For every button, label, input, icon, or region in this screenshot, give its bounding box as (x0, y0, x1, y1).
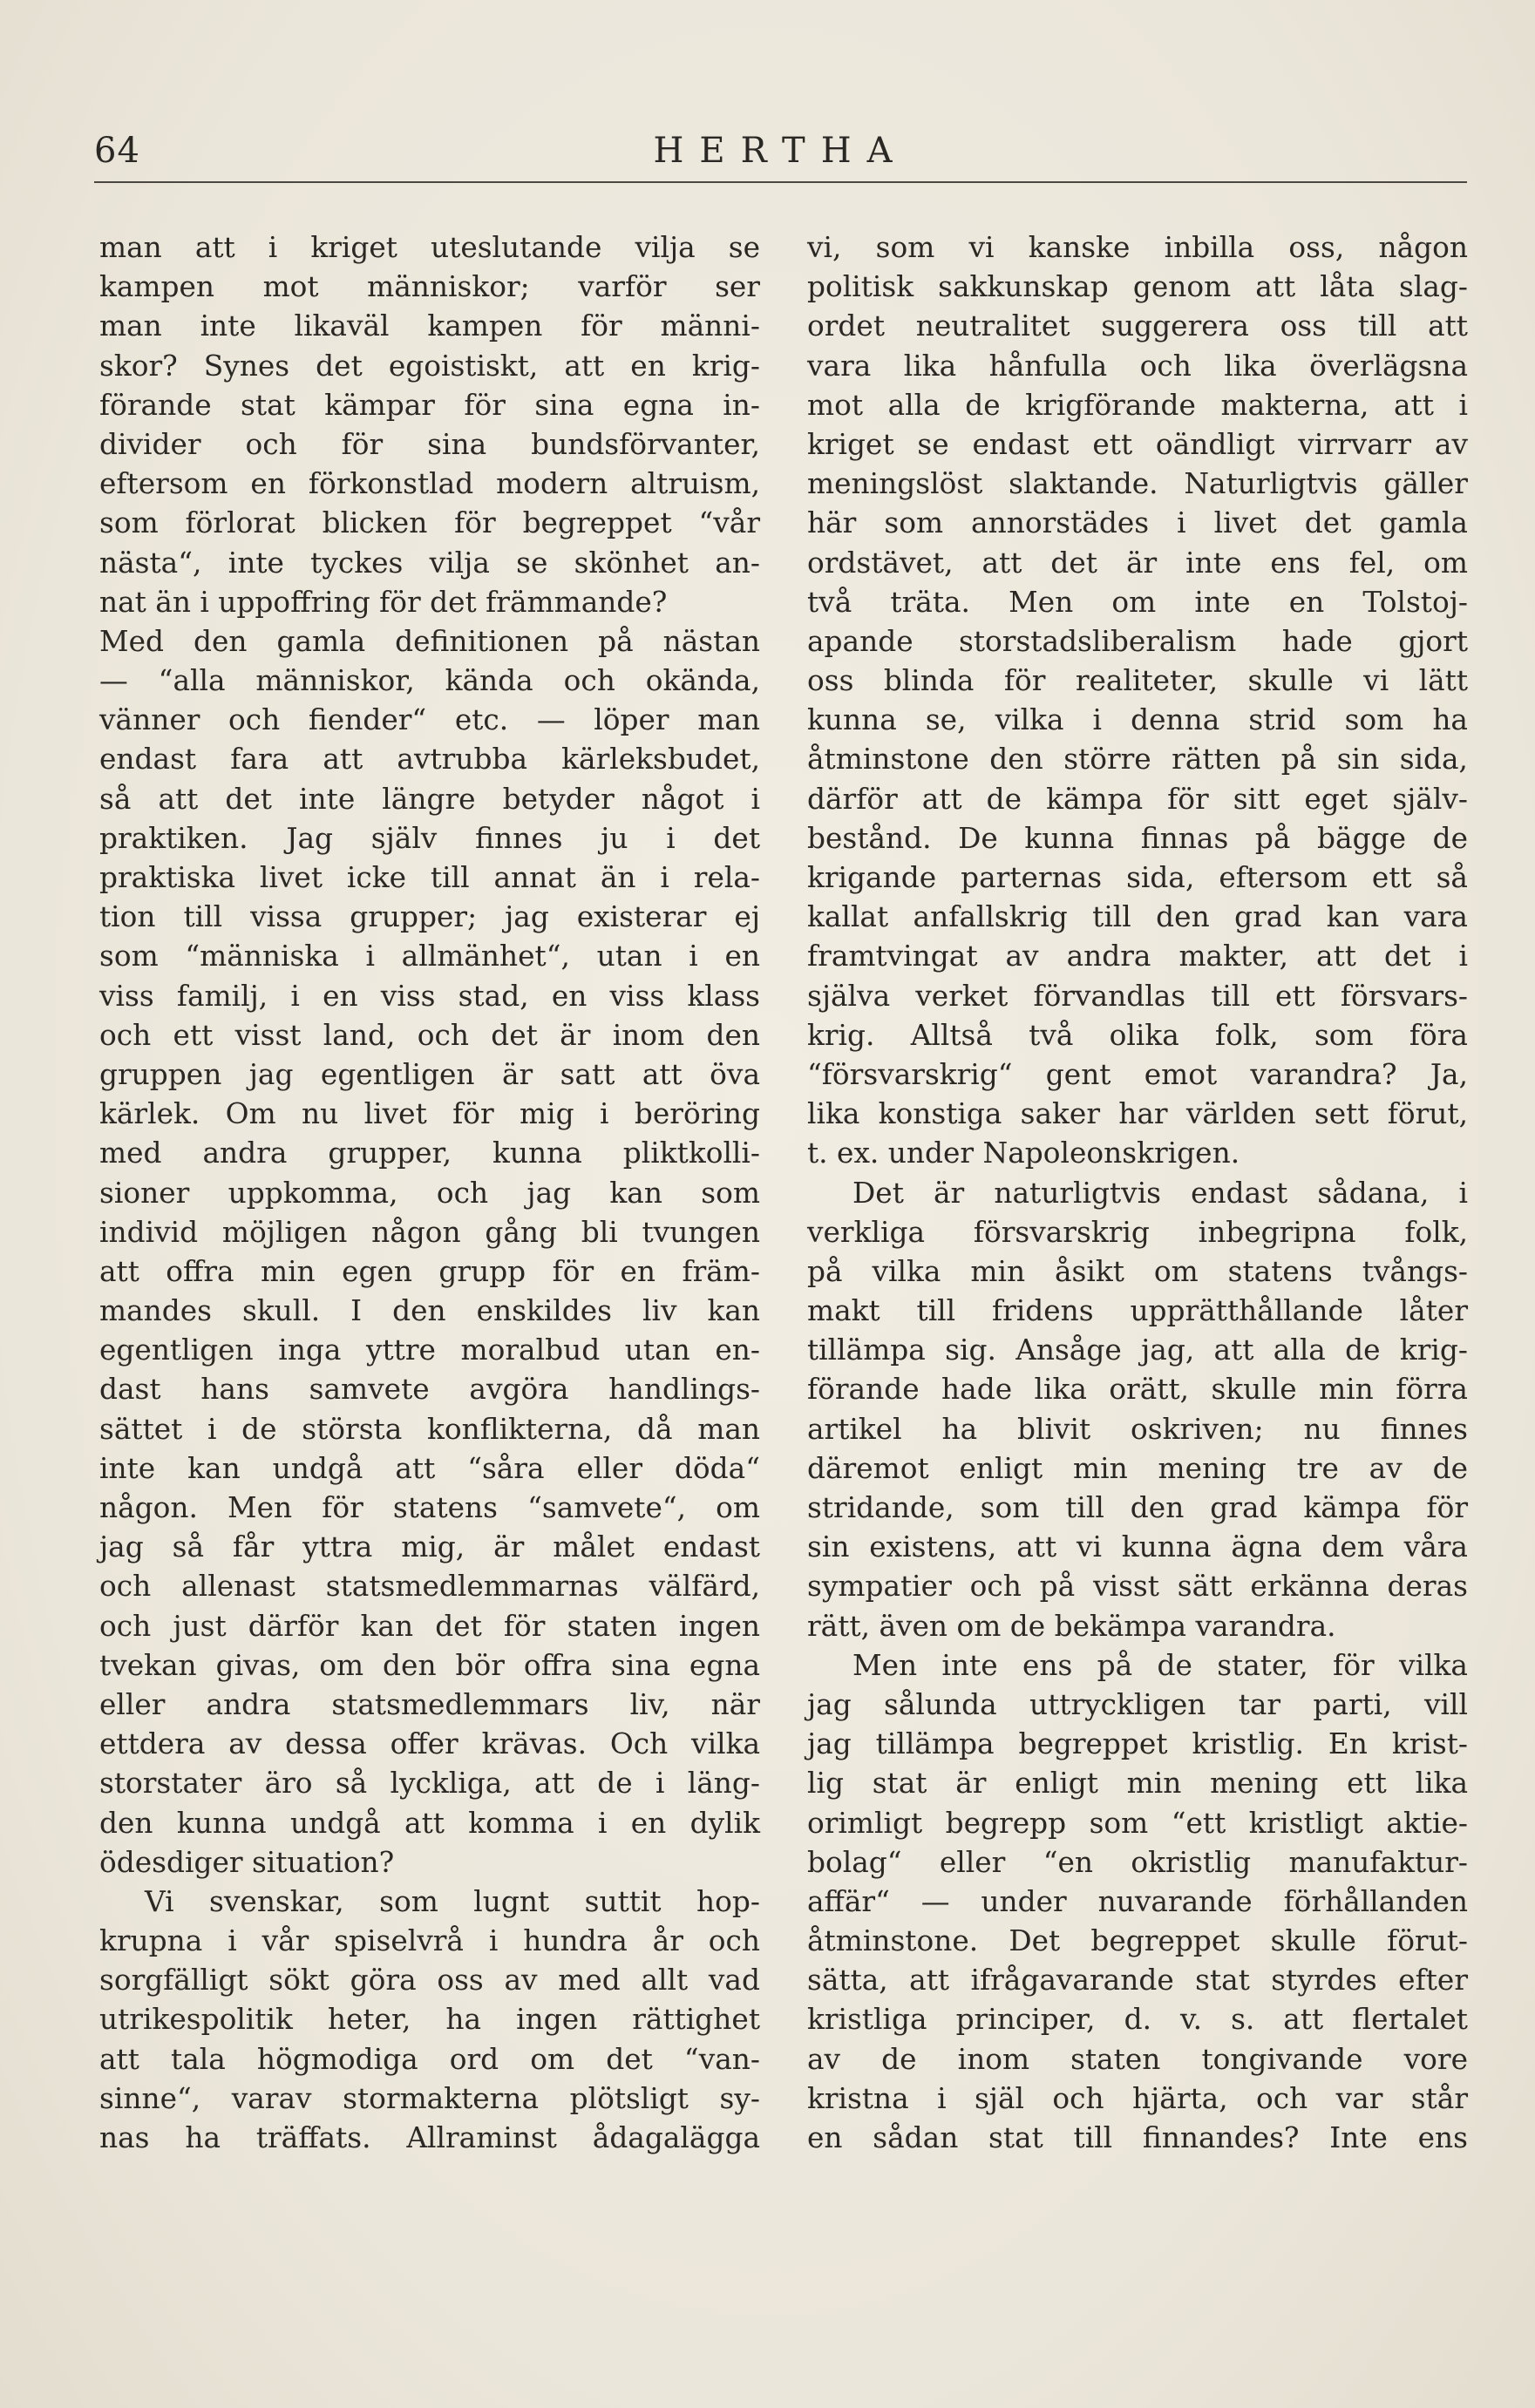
text-line: av de inom staten tongivande vore (807, 2042, 1468, 2076)
text-line: individ möjligen någon gång bli tvungen (99, 1215, 760, 1249)
text-line: krigande parternas sida, eftersom ett så (807, 861, 1468, 894)
text-line: sinne“, varav stormakterna plötsligt sy- (99, 2081, 760, 2115)
text-line: man inte likaväl kampen för männi- (99, 309, 760, 343)
text-line: två träta. Men om inte en Tolstoj- (807, 585, 1468, 619)
text-line: och allenast statsmedlemmarnas välfärd, (99, 1570, 760, 1604)
text-line: sättet i de största konflikterna, då man (99, 1412, 760, 1446)
text-line: åtminstone. Det begreppet skulle förut- (807, 1924, 1468, 1958)
text-line: kristliga principer, d. v. s. att flertalet (807, 2003, 1468, 2037)
text-line: t. ex. under Napoleonskrigen. (807, 1136, 1240, 1170)
text-line: krig. Alltså två olika folk, som föra (807, 1018, 1468, 1052)
text-line: eller andra statsmedlemmars liv, när (99, 1687, 760, 1721)
text-line: bolag“ eller “en okristlig manufaktur- (807, 1845, 1468, 1879)
text-line: meningslöst slaktande. Naturligtvis gäller (807, 467, 1468, 501)
text-line: lig stat är enligt min mening ett lika (807, 1767, 1468, 1801)
text-line: nat än i uppoffring för det främmande? (99, 585, 668, 619)
text-line: oss blinda för realiteter, skulle vi lätt (807, 664, 1468, 698)
right-column (807, 228, 1468, 2158)
text-line: apande storstadsliberalism hade gjort (807, 624, 1468, 658)
text-line: däremot enligt min mening tre av de (807, 1451, 1468, 1485)
text-line: nas ha träffats. Allraminst ådagalägga (99, 2121, 760, 2154)
text-line: verkliga försvarskrig inbegripna folk, (807, 1215, 1468, 1249)
text-line: orimligt begrepp som “ett kristligt aktie- (807, 1806, 1468, 1840)
text-line: mandes skull. I den enskildes liv kan (99, 1294, 760, 1328)
text-line: Med den gamla definitionen på nästan (99, 624, 760, 658)
text-line: jag tillämpa begreppet kristlig. En krist- (807, 1727, 1468, 1761)
text-line: “försvarskrig“ gent emot varandra? Ja, (807, 1057, 1468, 1091)
text-line: ordet neutralitet suggerera oss till att (807, 309, 1468, 343)
text-line: artikel ha blivit oskriven; nu finnes (807, 1412, 1468, 1446)
text-line: praktiska livet icke till annat än i rela- (99, 861, 760, 894)
text-line: tion till vissa grupper; jag existerar ej (99, 900, 760, 934)
text-line: stridande, som till den grad kämpa för (807, 1491, 1468, 1524)
text-line: den kunna undgå att komma i en dylik (99, 1806, 760, 1840)
text-line: storstater äro så lyckliga, att de i läng- (99, 1767, 760, 1801)
text-line: förande hade lika orätt, skulle min förra (807, 1373, 1468, 1407)
text-line: kristna i själ och hjärta, och var står (807, 2081, 1468, 2115)
text-line: vi, som vi kanske inbilla oss, någon (807, 231, 1468, 264)
text-line: gruppen jag egentligen är satt att öva (99, 1057, 760, 1091)
text-line: här som annorstädes i livet det gamla (807, 506, 1468, 540)
text-line: bestånd. De kunna finnas på bägge de (807, 821, 1468, 855)
text-line: — “alla människor, kända och okända, (99, 664, 760, 698)
text-line: nästa“, inte tyckes vilja se skönhet an- (99, 546, 760, 580)
text-line: vänner och fiender“ etc. — löper man (99, 703, 760, 737)
text-line: som “människa i allmänhet“, utan i en (99, 939, 760, 973)
text-line: som förlorat blicken för begreppet “vår (99, 506, 760, 540)
text-line: Det är naturligtvis endast sådana, i (852, 1176, 1468, 1210)
text-line: lika konstiga saker har världen sett förut, (807, 1097, 1468, 1131)
text-line: på vilka min åsikt om statens tvångs- (807, 1254, 1468, 1288)
text-line: ettdera av dessa offer krävas. Och vilka (99, 1727, 760, 1761)
text-line: praktiken. Jag själv finnes ju i det (99, 821, 760, 855)
text-line: framtvingat av andra makter, att det i (807, 939, 1468, 973)
text-line: viss familj, i en viss stad, en viss klass (99, 979, 760, 1013)
text-line: kampen mot människor; varför ser (99, 270, 760, 304)
text-line: man att i kriget uteslutande vilja se (99, 231, 760, 264)
text-line: inte kan undgå att “såra eller döda“ (99, 1451, 760, 1485)
text-line: därför att de kämpa för sitt eget själv- (807, 782, 1468, 816)
text-line: sioner uppkomma, och jag kan som (99, 1176, 760, 1210)
text-line: kärlek. Om nu livet för mig i beröring (99, 1097, 760, 1131)
text-line: förande stat kämpar för sina egna in- (99, 388, 760, 422)
left-column (99, 228, 760, 2158)
text-line: och just därför kan det för staten ingen (99, 1609, 760, 1643)
text-line: eftersom en förkonstlad modern altruism, (99, 467, 760, 501)
page-number: 64 (94, 131, 140, 171)
text-line: divider och för sina bundsförvanter, (99, 427, 760, 461)
text-line: utrikespolitik heter, ha ingen rättighet (99, 2003, 760, 2037)
text-line: tvekan givas, om den bör offra sina egna (99, 1648, 760, 1682)
text-line: Men inte ens på de stater, för vilka (852, 1648, 1468, 1682)
text-line: och ett visst land, och det är inom den (99, 1018, 760, 1052)
text-line: åtminstone den större rätten på sin sida, (807, 743, 1468, 777)
text-line: skor? Synes det egoistiskt, att en krig- (99, 349, 760, 383)
text-line: rätt, även om de bekämpa varandra. (807, 1609, 1336, 1643)
text-line: makt till fridens upprätthållande låter (807, 1294, 1468, 1328)
text-line: sorgfälligt sökt göra oss av med allt vad (99, 1964, 760, 1998)
text-line: så att det inte längre betyder något i (99, 782, 760, 816)
text-line: ödesdiger situation? (99, 1845, 395, 1879)
text-line: endast fara att avtrubba kärleksbudet, (99, 743, 760, 777)
text-line: sätta, att ifrågavarande stat styrdes efter (807, 1964, 1468, 1998)
text-line: jag så får yttra mig, är målet endast (99, 1530, 760, 1564)
text-line: krupna i vår spiselvrå i hundra år och (99, 1924, 760, 1958)
text-line: kriget se endast ett oändligt virrvarr av (807, 427, 1468, 461)
text-line: kunna se, vilka i denna strid som ha (807, 703, 1468, 737)
text-line: med andra grupper, kunna pliktkolli- (99, 1136, 760, 1170)
text-line: själva verket förvandlas till ett försvars- (807, 979, 1468, 1013)
text-line: jag sålunda uttryckligen tar parti, vill (807, 1687, 1468, 1721)
text-line: att offra min egen grupp för en främ- (99, 1254, 760, 1288)
text-line: politisk sakkunskap genom att låta slag- (807, 270, 1468, 304)
text-line: vara lika hånfulla och lika överlägsna (807, 349, 1468, 383)
running-title: HERTHA (653, 131, 908, 171)
text-line: en sådan stat till finnandes? Inte ens (807, 2121, 1468, 2154)
text-line: kallat anfallskrig till den grad kan vara (807, 900, 1468, 934)
text-line: sympatier och på visst sätt erkänna deras (807, 1570, 1468, 1604)
text-line: mot alla de krigförande makterna, att i (807, 388, 1468, 422)
text-line: Vi svenskar, som lugnt suttit hop- (145, 1884, 760, 1918)
page-header (94, 131, 1467, 183)
text-line: tillämpa sig. Ansåge jag, att alla de krig- (807, 1333, 1468, 1367)
header-rule (94, 181, 1467, 183)
text-line: att tala högmodiga ord om det “van- (99, 2042, 760, 2076)
text-line: dast hans samvete avgöra handlings- (99, 1373, 760, 1407)
text-line: någon. Men för statens “samvete“, om (99, 1491, 760, 1524)
text-line: affär“ — under nuvarande förhållanden (807, 1884, 1468, 1918)
text-line: ordstävet, att det är inte ens fel, om (807, 546, 1468, 580)
text-line: egentligen inga yttre moralbud utan en- (99, 1333, 760, 1367)
text-line: sin existens, att vi kunna ägna dem våra (807, 1530, 1468, 1564)
